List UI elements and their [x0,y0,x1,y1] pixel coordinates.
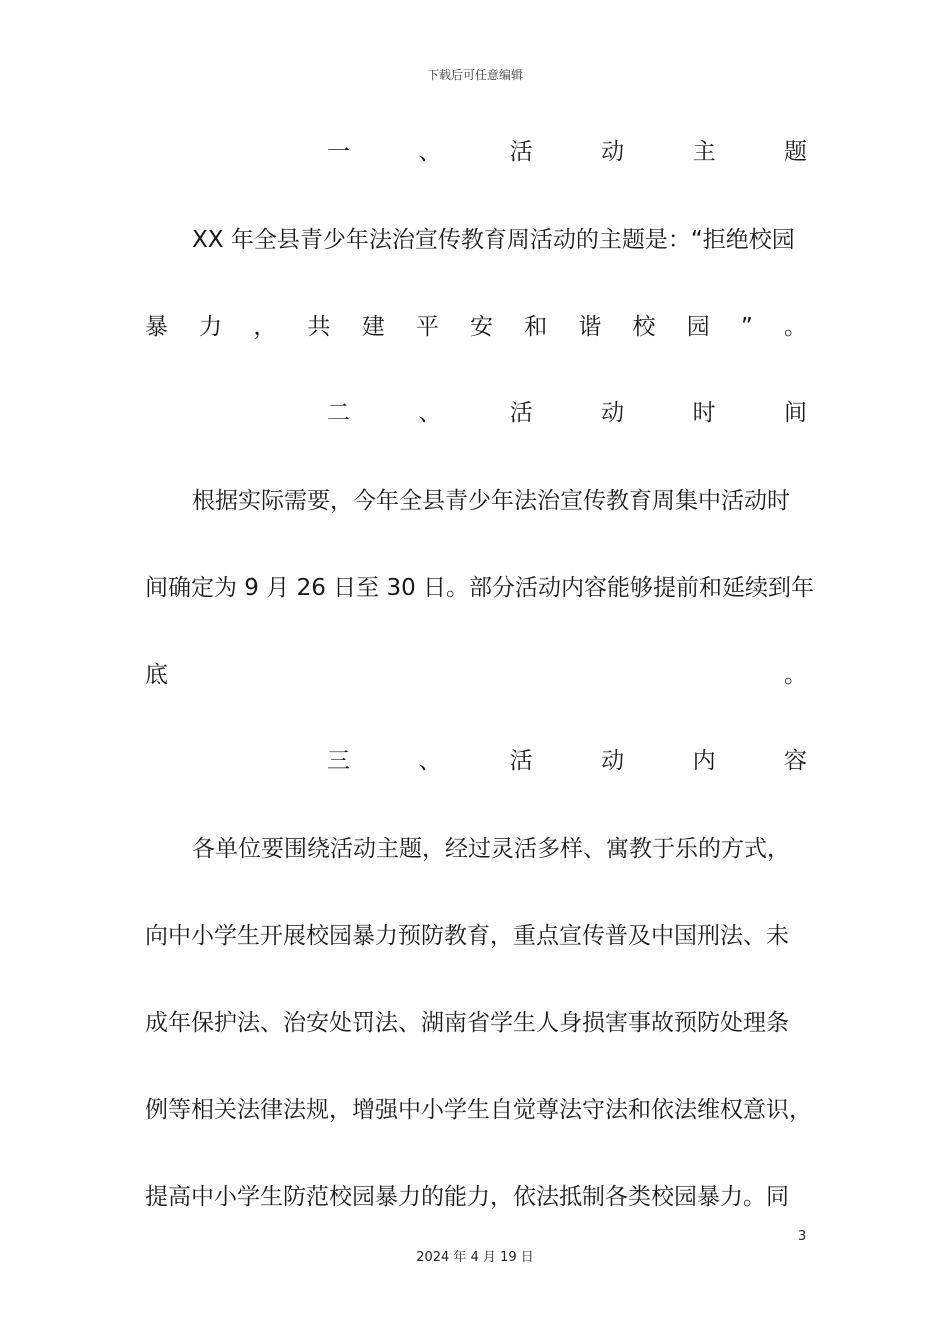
paragraph-line [145,660,807,690]
heading-char: 动 [601,139,625,165]
body-char: 安 [470,314,494,340]
body-char: 平 [415,314,439,340]
page-number: 3 [798,1229,807,1244]
section-heading-3 [327,746,807,776]
heading-char: 内 [692,748,716,774]
heading-char: 二 [327,400,350,426]
body-char: ， [253,314,277,340]
paragraph-line [145,312,807,342]
heading-char: 一 [327,139,350,165]
paragraph-line: 向中小学生开展校园暴力预防教育，重点宣传普及中国刑法、未 [145,923,789,949]
heading-char: 活 [509,748,533,774]
paragraph-line: 间确定为 9 月 26 日至 30 日。部分活动内容能够提前和延续到年 [145,575,815,601]
page-header: 下载后可任意编辑 [426,68,523,82]
heading-char: 动 [601,400,625,426]
heading-char: 、 [418,139,442,165]
body-char: 暴 [145,314,168,340]
heading-char: 主 [692,139,716,165]
body-char: 校 [632,314,656,340]
paragraph-line: XX 年全县青少年法治宣传教育周活动的主题是：“拒绝校园 [192,227,795,253]
body-char: 建 [361,314,385,340]
section-heading-2 [327,398,807,428]
heading-char: 容 [783,748,807,774]
paragraph-line: 各单位要围绕活动主题，经过灵活多样、寓教于乐的方式， [192,836,790,862]
section-heading-1 [327,137,807,167]
body-char: 谐 [578,314,602,340]
heading-char: 三 [327,748,350,774]
paragraph-line: 根据实际需要，今年全县青少年法治宣传教育周集中活动时 [192,488,790,514]
paragraph-line: 例等相关法律法规，增强中小学生自觉尊法守法和依法维权意识， [145,1097,812,1123]
paragraph-line: 成年保护法、治安处罚法、湖南省学生人身损害事故预防处理条 [145,1010,789,1036]
body-char: 力 [199,314,223,340]
heading-char: 活 [509,400,533,426]
body-char: 底 [145,662,168,688]
footer-date: 2024 年 4 月 19 日 [416,1250,534,1265]
heading-char: 活 [509,139,533,165]
body-char: 。 [784,662,807,688]
heading-char: 间 [783,400,807,426]
body-char: ” [740,314,753,340]
heading-char: 动 [601,748,625,774]
body-char: 共 [307,314,331,340]
heading-char: 时 [692,400,716,426]
heading-char: 、 [418,748,442,774]
body-char: 和 [524,314,548,340]
body-char: 。 [783,314,807,340]
paragraph-line: 提高中小学生防范校园暴力的能力，依法抵制各类校园暴力。同 [145,1184,789,1210]
heading-char: 题 [783,139,807,165]
heading-char: 、 [418,400,442,426]
body-char: 园 [686,314,710,340]
